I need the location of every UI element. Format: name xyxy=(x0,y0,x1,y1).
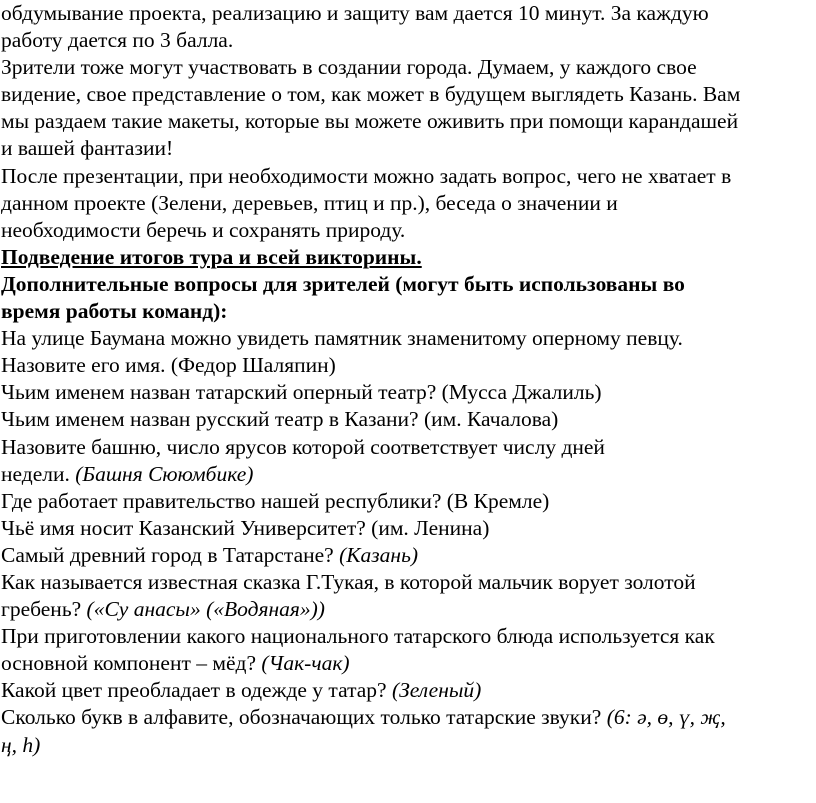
question-text: гребень? xyxy=(1,597,87,622)
question-line: При приготовлении какого национального татарского блюда используется как xyxy=(1,624,715,649)
bold-heading-line: Дополнительные вопросы для зрителей (могут быть использованы во xyxy=(1,271,685,296)
question-line xyxy=(1,542,815,569)
question-line xyxy=(1,732,815,759)
answer-text: (Чак-чак) xyxy=(261,651,350,676)
answer-text: («Су анасы» («Водяная»)) xyxy=(86,597,325,622)
question-line xyxy=(1,596,815,623)
question-line: Назовите его имя. (Федор Шаляпин) xyxy=(1,353,336,378)
answer-text: (Казань) xyxy=(339,542,419,567)
body-text-line: мы раздаем такие макеты, которые вы можете оживить при помощи карандашей xyxy=(1,109,739,134)
bold-heading-line: время работы команд): xyxy=(1,299,228,324)
question-text: Какой цвет преобладает в одежде у татар? xyxy=(1,678,392,703)
body-text-line: обдумывание проекта, реализацию и защиту вам дается 10 минут. За каждую xyxy=(1,1,709,25)
answer-text: (Башня Сююмбике) xyxy=(75,461,254,486)
question-line xyxy=(1,704,815,731)
question-line: На улице Баумана можно увидеть памятник знаменитому оперному певцу. xyxy=(1,326,683,351)
body-text-line: видение, свое представление о том, как может в будущем выглядеть Казань. Вам xyxy=(1,82,741,107)
question-line: Назовите башню, число ярусов которой соответствует числу дней xyxy=(1,434,605,459)
body-text-line: После презентации, при необходимости можно задать вопрос, чего не хватает в xyxy=(1,163,732,188)
body-text-line: необходимости беречь и сохранять природу. xyxy=(1,217,406,242)
answer-text: (6: ә, ө, ү, җ, xyxy=(606,705,726,730)
question-line: Как называется известная сказка Г.Тукая, в которой мальчик ворует золотой xyxy=(1,569,696,594)
body-text-line: работу дается по 3 балла. xyxy=(1,28,234,53)
question-line xyxy=(1,677,815,704)
document-page xyxy=(1,0,815,759)
answer-text: (Зеленый) xyxy=(391,678,482,703)
body-text-line: Зрители тоже могут участвовать в создании города. Думаем, у каждого свое xyxy=(1,55,697,80)
question-line xyxy=(1,650,815,677)
question-text: Сколько букв в алфавите, обозначающих только татарские звуки? xyxy=(1,705,607,730)
body-text-line: и вашей фантазии! xyxy=(1,136,174,161)
section-heading: Подведение итогов тура и всей викторины. xyxy=(1,244,422,269)
body-text-line: данном проекте (Зелени, деревьев, птиц и пр.), беседа о значении и xyxy=(1,190,618,215)
answer-text: ң, һ) xyxy=(1,732,41,757)
question-text: основной компонент – мёд? xyxy=(1,651,262,676)
question-line xyxy=(1,461,815,488)
question-line: Чьё имя носит Казанский Университет? (им. Ленина) xyxy=(1,515,490,540)
question-line: Где работает правительство нашей республики? (В Кремле) xyxy=(1,488,550,513)
question-line: Чьим именем назван татарский оперный театр? (Мусса Джалиль) xyxy=(1,380,602,405)
question-text: Самый древний город в Татарстане? xyxy=(1,542,340,567)
question-text: недели. xyxy=(1,461,76,486)
question-line: Чьим именем назван русский театр в Казани? (им. Качалова) xyxy=(1,407,559,432)
